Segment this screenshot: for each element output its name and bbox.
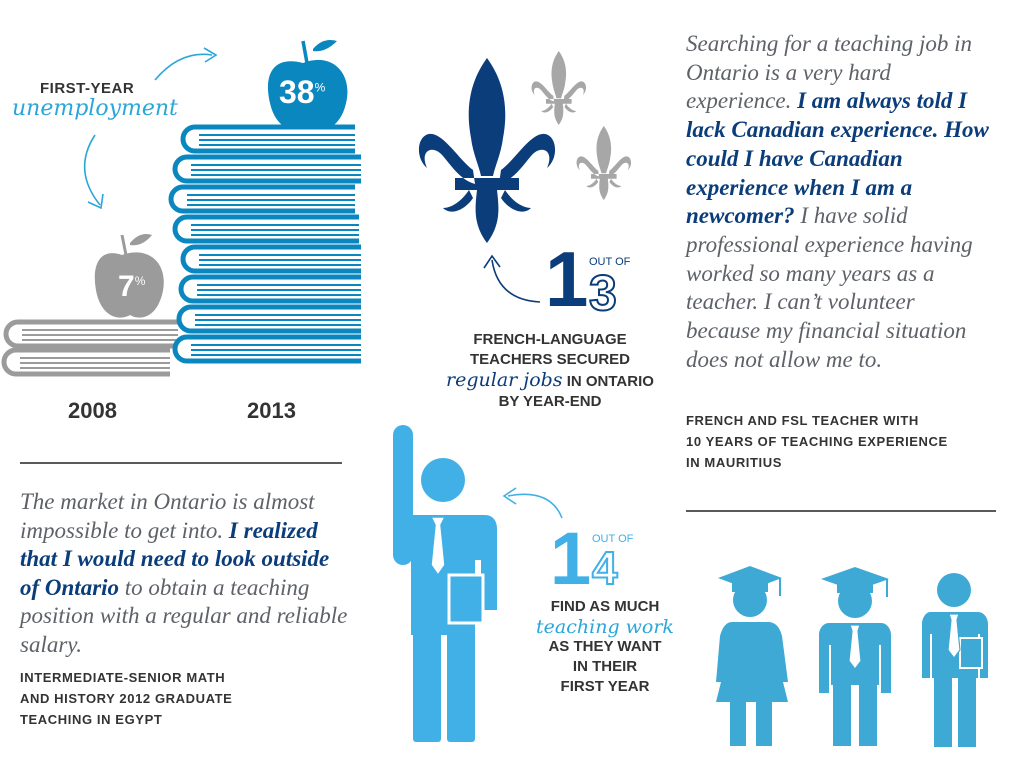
french-line-1: FRENCH-LANGUAGE: [473, 331, 627, 348]
quote-left-p2: to obtain a teaching position with a regular and reliable salary.: [20, 574, 348, 657]
french-line-4: BY YEAR-END: [498, 393, 602, 410]
value-2013-pct: %: [314, 80, 326, 95]
teaching-stat-text: [510, 597, 700, 697]
teaching-line-4: FIRST YEAR: [560, 678, 650, 695]
quote-right-p2: I have solid professional experience having worked so many years as a teacher. I can’t volunteer because my financial situation does not allow me to.: [686, 203, 973, 372]
arrow-to-fleur-icon: [478, 250, 548, 310]
french-ratio-outof: OUT OF: [589, 256, 631, 268]
year-2008: 2008: [68, 398, 117, 423]
quote-right-attribution: [686, 410, 948, 473]
teaching-line-1: FIND AS MUCH: [550, 598, 660, 615]
french-line-3: [440, 370, 660, 392]
value-2008: [118, 272, 145, 302]
value-2013: [279, 76, 325, 108]
teacher-raised-hand-icon: [385, 425, 505, 745]
unemployment-label-script: unemployment: [12, 96, 178, 121]
quote-right: [686, 30, 994, 374]
teaching-ratio-outof: OUT OF: [592, 533, 634, 545]
teaching-line-2: AS THEY WANT: [548, 638, 662, 655]
quote-left: [20, 488, 350, 659]
graduate-man-book-icon: [920, 568, 992, 748]
french-ratio-den: 3: [589, 265, 617, 321]
french-ratio-num: 1: [545, 235, 589, 323]
quote-left-attr-3: TEACHING IN EGYPT: [20, 712, 163, 727]
value-2013-number: 38: [279, 74, 315, 110]
quote-right-attr-1: FRENCH AND FSL TEACHER WITH: [686, 413, 919, 428]
quote-right-attr-3: IN MAURITIUS: [686, 455, 783, 470]
unemployment-label-top: FIRST-YEAR: [40, 80, 135, 97]
divider-right: [686, 510, 996, 512]
quote-right-attr-2: 10 YEARS OF TEACHING EXPERIENCE: [686, 434, 948, 449]
french-stat-text: [440, 330, 660, 412]
french-script: regular jobs: [446, 369, 563, 391]
books-2008-stack: [0, 225, 185, 385]
teaching-script: teaching work: [536, 616, 674, 638]
quote-left-attribution: [20, 667, 232, 730]
quote-left-p1: The market in Ontario is almost impossible to get into.: [20, 489, 315, 543]
french-line-3-rest: IN ONTARIO: [566, 373, 654, 390]
french-line-2: TEACHERS SECURED: [469, 351, 631, 368]
arrow-to-2008-icon: [70, 130, 120, 215]
fleur-de-lis-grey-icon-1: [530, 50, 588, 126]
teaching-ratio-den: 4: [592, 542, 618, 594]
graduate-woman-icon: [710, 562, 792, 747]
value-2008-pct: %: [134, 274, 146, 288]
fleur-de-lis-grey-icon-2: [575, 125, 633, 201]
quote-right-p1: Searching for a teaching job in Ontario is a very hard experience.: [686, 31, 972, 114]
graduate-man-tie-icon: [815, 565, 895, 747]
quote-left-attr-2: AND HISTORY 2012 GRADUATE: [20, 691, 233, 706]
quote-right-bold: I am always told I lack Canadian experience. How could I have Canadian experience when I am a newcomer?: [686, 88, 989, 229]
value-2008-number: 7: [118, 270, 135, 303]
divider-left: [20, 462, 342, 464]
quote-left-attr-1: INTERMEDIATE-SENIOR MATH: [20, 670, 226, 685]
teaching-ratio-num: 1: [550, 517, 592, 600]
books-2013-stack: [165, 35, 365, 390]
year-2013: 2013: [247, 398, 296, 423]
teaching-line-3: IN THEIR: [572, 658, 638, 675]
quote-left-bold: I realized that I would need to look outside of Ontario: [20, 517, 330, 600]
